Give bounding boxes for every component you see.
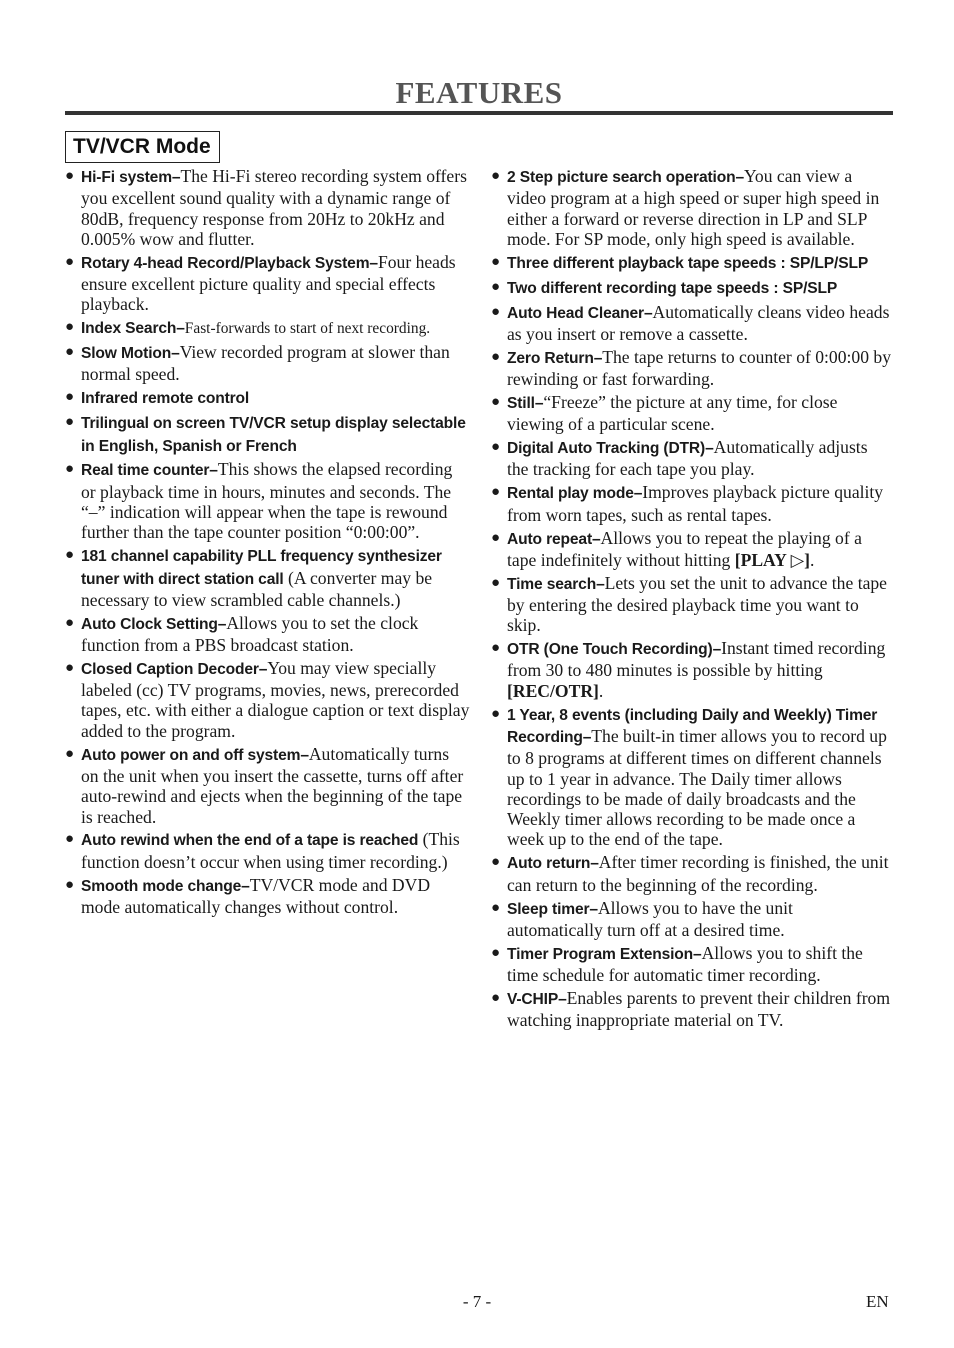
feature-label: OTR (One Touch Recording)–	[507, 641, 722, 659]
feature-label: Auto repeat–	[507, 530, 601, 548]
feature-text: Automatically adjusts the tracking for each tape you play.	[507, 437, 868, 480]
feature-text: Allows you to have the unit automatically turn off at a desired time.	[507, 897, 793, 940]
feature-item	[65, 829, 470, 872]
feature-text: Automatically turns on the unit when you insert the cassette, turns off after auto-rewind and ejects when the beginning of the tape is reached.	[81, 743, 464, 827]
feature-item	[491, 392, 893, 435]
feature-item	[65, 412, 470, 457]
feature-text-end: .	[598, 680, 604, 701]
rec-otr-key: [REC/OTR]	[507, 680, 599, 701]
bullet-icon: ●	[65, 319, 75, 336]
bullet-icon: ●	[65, 253, 75, 270]
feature-item	[491, 302, 893, 345]
bullet-icon: ●	[65, 876, 75, 893]
feature-text: Automatically cleans video heads as you insert or remove a cassette.	[507, 301, 890, 344]
feature-text: “Freeze” the picture at any time, for close viewing of a particular scene.	[507, 391, 838, 435]
left-column	[65, 166, 470, 920]
bullet-icon: ●	[65, 461, 75, 478]
feature-label: Trilingual on screen TV/VCR setup display selectable in English, Spanish or French	[81, 415, 466, 455]
bullet-icon: ●	[491, 529, 501, 546]
feature-label: Digital Auto Tracking (DTR)–	[507, 440, 714, 458]
bullet-icon: ●	[491, 899, 501, 916]
bullet-icon: ●	[491, 168, 501, 184]
bullet-icon: ●	[491, 278, 501, 295]
feature-text: Allows you to shift the time schedule for automatic timer recording.	[507, 942, 863, 985]
feature-label: Smooth mode change–	[81, 877, 250, 895]
feature-label: Still–	[507, 394, 544, 412]
feature-item	[491, 638, 893, 701]
bullet-icon: ●	[491, 854, 501, 871]
feature-text: Improves playback picture quality from worn tapes, such as rental tapes.	[507, 482, 884, 525]
feature-item	[65, 613, 470, 656]
feature-text: You may view specially labeled (cc) TV programs, movies, news, prerecorded tapes, etc. with either a dialogue caption or text display added to the program.	[81, 657, 470, 741]
bullet-icon: ●	[491, 303, 501, 320]
feature-label: 181 channel capability PLL frequency synthesizer tuner with direct station call	[81, 548, 442, 588]
bullet-icon: ●	[491, 253, 501, 270]
feature-item	[65, 317, 470, 339]
bullet-icon: ●	[491, 439, 501, 456]
bullet-icon: ●	[491, 574, 501, 591]
bullet-icon: ●	[65, 168, 75, 184]
feature-label: Auto Clock Setting–	[81, 615, 227, 633]
feature-item	[491, 437, 893, 480]
bullet-icon: ●	[65, 745, 75, 762]
bullet-icon: ●	[491, 944, 501, 961]
feature-item	[491, 704, 893, 850]
feature-item	[65, 252, 470, 315]
bullet-icon: ●	[491, 348, 501, 365]
feature-item	[491, 528, 893, 571]
feature-label: Zero Return–	[507, 349, 603, 367]
bullet-icon: ●	[65, 547, 75, 564]
feature-label: Three different playback tape speeds : SP/LP/SLP	[507, 254, 869, 272]
feature-label: Closed Caption Decoder–	[81, 660, 268, 678]
page-number: - 7 -	[462, 1292, 492, 1311]
feature-text: The built-in timer allows you to record up to 8 programs at different times on different channels up to 1 year in advance. The Daily timer allows recordings to be made of daily broadcasts and the Weekly timer allows recording to be made once a week up to the end of the tape.	[507, 725, 887, 850]
feature-text: The tape returns to counter of 0:00:00 by rewinding or fast forwarding.	[507, 346, 892, 390]
title-rule	[65, 111, 893, 115]
feature-label: Auto return–	[507, 855, 599, 873]
feature-text: Enables parents to prevent their children from watching inappropriate material on TV.	[507, 987, 891, 1031]
feature-item	[491, 943, 893, 986]
feature-text: (This function doesn’t occur when using timer recording.)	[81, 829, 460, 872]
feature-label: Auto rewind when the end of a tape is reached	[81, 832, 419, 850]
feature-item	[65, 342, 470, 385]
bullet-icon: ●	[491, 484, 501, 501]
feature-item	[491, 252, 893, 274]
feature-item	[65, 459, 470, 542]
feature-label: Infrared remote control	[81, 390, 250, 408]
bullet-icon: ●	[65, 614, 75, 631]
feature-item	[491, 482, 893, 525]
feature-item	[491, 166, 893, 249]
feature-label: Auto Head Cleaner–	[507, 304, 653, 322]
feature-text: Allows you to set the clock function from a PBS broadcast station.	[81, 612, 419, 655]
feature-label: Two different recording tape speeds : SP/SLP	[507, 279, 838, 297]
feature-item	[65, 387, 470, 409]
feature-item	[65, 875, 470, 918]
bullet-icon: ●	[65, 389, 75, 406]
feature-text: This shows the elapsed recording or playback time in hours, minutes and seconds. The “–” indication will appear when the tape is rewound further than the tape counter position “0:00:00”.	[81, 459, 453, 543]
feature-text: After timer recording is finished, the unit can return to the beginning of the recording.	[507, 852, 889, 895]
feature-item	[65, 545, 470, 610]
bullet-icon: ●	[65, 344, 75, 361]
feature-label: Hi-Fi system–	[81, 169, 181, 186]
feature-label: Time search–	[507, 575, 605, 593]
feature-label: 2 Step picture search operation–	[507, 169, 744, 186]
bullet-icon: ●	[65, 659, 75, 676]
bullet-icon: ●	[65, 831, 75, 848]
feature-item	[65, 658, 470, 741]
bullet-icon: ●	[491, 393, 501, 410]
feature-text: You can view a video program at a high speed or super high speed in either a forward or reverse direction in LP and SLP mode. For SP mode, only high speed is available.	[507, 166, 880, 249]
bullet-icon: ●	[491, 705, 501, 722]
feature-label: Rotary 4-head Record/Playback System–	[81, 254, 378, 272]
feature-label: Sleep timer–	[507, 900, 598, 918]
feature-label: Index Search–	[81, 320, 185, 338]
feature-item	[65, 166, 470, 249]
feature-text: TV/VCR mode and DVD mode automatically changes without control.	[81, 874, 431, 917]
bullet-icon: ●	[491, 640, 501, 657]
feature-text: (A converter may be necessary to view scrambled cable channels.)	[81, 567, 433, 610]
feature-text: Four heads ensure excellent picture quality and special effects playback.	[81, 251, 456, 315]
feature-item	[491, 898, 893, 941]
section-heading: TV/VCR Mode	[65, 131, 220, 163]
feature-item	[491, 347, 893, 390]
feature-text: Lets you set the unit to advance the tape by entering the desired playback time you want to skip.	[507, 572, 887, 636]
feature-text: The Hi-Fi stereo recording system offers you excellent sound quality with a dynamic range of 80dB, frequency response from 20Hz to 20kHz and 0.005% wow and flutter.	[81, 166, 467, 249]
feature-text: Instant timed recording from 30 to 480 minutes is possible by hitting	[507, 638, 886, 681]
feature-label: Rental play mode–	[507, 485, 643, 503]
play-key: [PLAY ▷]	[734, 549, 810, 570]
feature-text: Allows you to repeat the playing of a tape indefinitely without hitting	[507, 527, 862, 570]
feature-item	[491, 277, 893, 299]
feature-label: Real time counter–	[81, 462, 218, 480]
feature-item	[491, 852, 893, 895]
feature-item	[65, 744, 470, 827]
feature-label: Slow Motion–	[81, 345, 180, 363]
feature-item	[491, 573, 893, 636]
right-column	[491, 166, 893, 1033]
language-code: EN	[866, 1292, 889, 1311]
feature-label: 1 Year, 8 events (including Daily and Weekly) Timer Recording–	[507, 706, 878, 746]
feature-label: Timer Program Extension–	[507, 945, 702, 963]
feature-label: Auto power on and off system–	[81, 746, 309, 764]
bullet-icon: ●	[491, 989, 501, 1006]
bullet-icon: ●	[65, 414, 75, 431]
feature-text-end: .	[810, 549, 815, 570]
feature-text: View recorded program at slower than normal speed.	[81, 342, 450, 385]
feature-item	[491, 988, 893, 1031]
feature-text: Fast-forwards to start of next recording.	[184, 320, 431, 338]
feature-label: V-CHIP–	[507, 990, 567, 1008]
page-title: FEATURES	[395, 75, 563, 110]
